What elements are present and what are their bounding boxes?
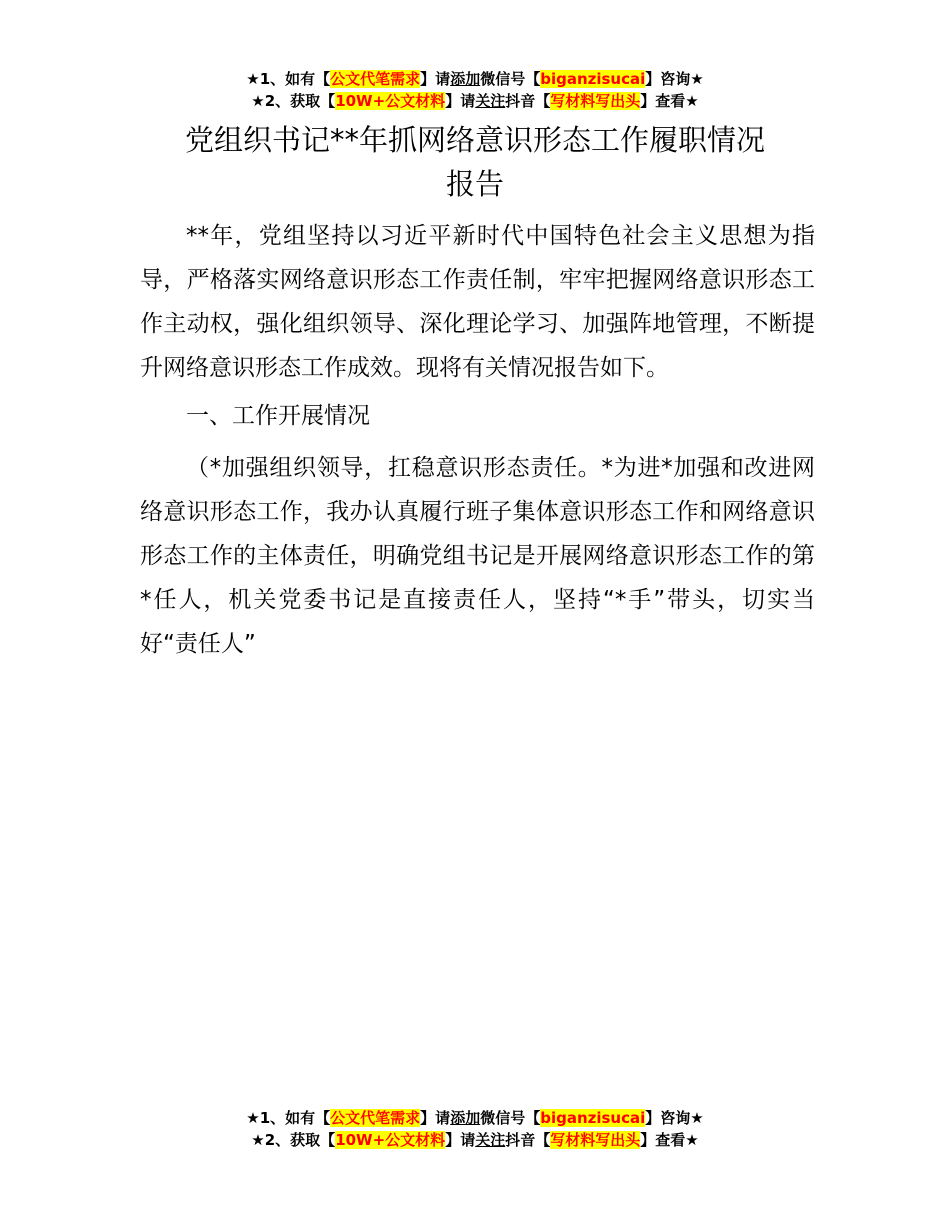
promo-text: 】请 [445, 1131, 476, 1149]
promo-highlight: 公文代笔需求 [330, 1109, 421, 1127]
promo-text: 】请 [420, 70, 451, 88]
body-paragraph: （*加强组织领导，扛稳意识形态责任。*为进*加强和改进网络意识形态工作，我办认真履行班子集体意识形态工作和网络意识形态工作的主体责任，明确党组书记是开展网络意识形态工作的第*任人，机关党委书记是直接责任人，坚持“*手”带头，切实当好“责任人” [140, 455, 815, 657]
document-title [0, 118, 950, 206]
promo-text: 】咨询★ [645, 1109, 704, 1127]
promo-banner-bottom [0, 1107, 950, 1151]
promo-highlight-douyin: 写材料写出头 [550, 92, 641, 110]
section-heading: 一、工作开展情况 [186, 403, 370, 429]
document-body [140, 214, 815, 668]
promo-text: 抖音【 [505, 1131, 551, 1149]
promo-underline: 添加 [450, 1109, 481, 1127]
promo-text: 】查看★ [640, 1131, 699, 1149]
promo-banner-top [0, 68, 950, 112]
promo-text: ★2、获取【 [251, 1131, 336, 1149]
promo-highlight-wechat: biganzisucai [540, 70, 646, 88]
promo-underline: 添加 [450, 70, 481, 88]
promo-highlight: 公文代笔需求 [330, 70, 421, 88]
promo-text: ★2、获取【 [251, 92, 336, 110]
promo-text: 】咨询★ [645, 70, 704, 88]
promo-underline: 关注 [475, 92, 506, 110]
promo-text: 】请 [420, 1109, 451, 1127]
promo-highlight: 10W+公文材料 [335, 1131, 446, 1149]
promo-highlight: 10W+公文材料 [335, 92, 446, 110]
intro-paragraph: **年，党组坚持以习近平新时代中国特色社会主义思想为指导，严格落实网络意识形态工作责任制，牢牢把握网络意识形态工作主动权，强化组织领导、深化理论学习、加强阵地管理，不断提升网络意识形态工作成效。现将有关情况报告如下。 [140, 223, 815, 381]
promo-line-2 [0, 90, 950, 112]
title-line-1: 党组织书记**年抓网络意识形态工作履职情况 [184, 123, 765, 157]
promo-line-2 [0, 1129, 950, 1151]
promo-text: ★1、如有【 [246, 70, 331, 88]
promo-underline: 关注 [475, 1131, 506, 1149]
promo-text: ★1、如有【 [246, 1109, 331, 1127]
promo-highlight-wechat: biganzisucai [540, 1109, 646, 1127]
title-line-2: 报告 [445, 167, 504, 201]
promo-line-1 [0, 68, 950, 90]
promo-text: 】请 [445, 92, 476, 110]
promo-text: 微信号【 [480, 1109, 541, 1127]
promo-highlight-douyin: 写材料写出头 [550, 1131, 641, 1149]
promo-line-1 [0, 1107, 950, 1129]
promo-text: 抖音【 [505, 92, 551, 110]
promo-text: 微信号【 [480, 70, 541, 88]
promo-text: 】查看★ [640, 92, 699, 110]
